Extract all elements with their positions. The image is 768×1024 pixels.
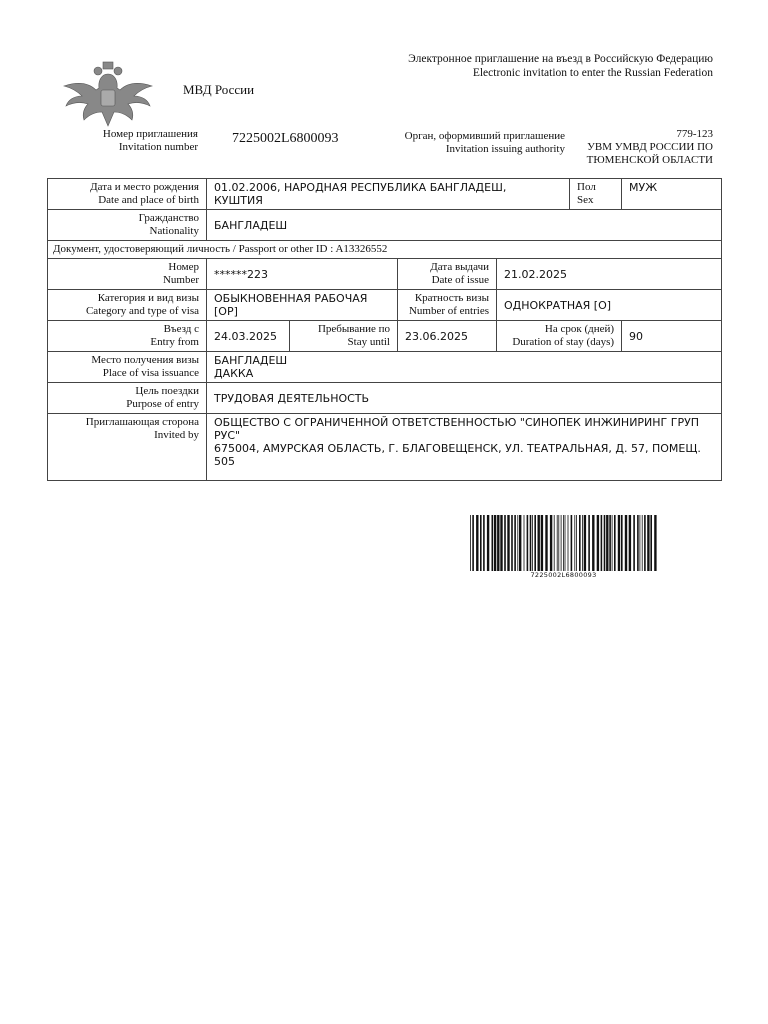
barcode-bar xyxy=(625,515,627,571)
barcode-bar xyxy=(492,515,494,571)
authority-code: 779-123 xyxy=(676,128,713,140)
place-label xyxy=(48,352,207,383)
barcode-bar xyxy=(637,515,639,571)
authority-name-line1: УВМ УМВД РОССИИ ПО xyxy=(587,141,713,153)
barcode-bar xyxy=(571,515,573,571)
barcode-bar xyxy=(654,515,656,571)
barcode-bar xyxy=(601,515,603,571)
place-label-ru: Место получения визы xyxy=(91,354,199,366)
invitation-number-label-en: Invitation number xyxy=(118,141,198,153)
invited-address: 675004, АМУРСКАЯ ОБЛАСТЬ, Г. БЛАГОВЕЩЕНСК, УЛ. ТЕАТРАЛЬНАЯ, Д. 57, ПОМЕЩ. 505 xyxy=(214,442,701,468)
barcode-bar xyxy=(588,515,590,571)
barcode-bar xyxy=(519,515,521,571)
barcode-bar xyxy=(497,515,499,571)
entry-label-ru: Въезд с xyxy=(163,323,199,335)
barcode-bar xyxy=(472,515,474,571)
invitation-number: 7225002L6800093 xyxy=(232,131,339,146)
row-nationality xyxy=(48,210,722,241)
row-document xyxy=(48,241,722,259)
row-purpose xyxy=(48,383,722,414)
duration-label-en: Duration of stay (days) xyxy=(512,336,615,348)
birth-value xyxy=(207,179,570,210)
purpose-label xyxy=(48,383,207,414)
row-entry xyxy=(48,321,722,352)
invited-label-ru: Приглашающая сторона xyxy=(85,416,199,428)
stay-value: 23.06.2025 xyxy=(398,321,497,352)
entries-label xyxy=(398,290,497,321)
barcode-bar xyxy=(644,515,646,571)
barcode-bar xyxy=(504,515,506,571)
barcode-bar xyxy=(647,515,649,571)
barcode-bar xyxy=(483,515,485,571)
row-invited xyxy=(48,414,722,481)
issue-label xyxy=(398,259,497,290)
birth-label xyxy=(48,179,207,210)
place-value-line1: БАНГЛАДЕШ xyxy=(214,354,288,367)
barcode-bar xyxy=(530,515,532,571)
barcode-number: 7225002L6800093 xyxy=(530,571,597,579)
invitation-form-table xyxy=(47,178,722,481)
nationality-label-en: Nationality xyxy=(149,225,199,237)
sex-label xyxy=(570,179,622,210)
entries-label-en: Number of entries xyxy=(408,305,489,317)
authority-name-line2: ТЮМЕНСКОЙ ОБЛАСТИ xyxy=(586,154,713,166)
barcode-bar xyxy=(582,515,583,571)
issue-label-ru: Дата выдачи xyxy=(430,261,489,273)
number-label xyxy=(48,259,207,290)
purpose-label-ru: Цель поездки xyxy=(135,385,199,397)
barcode-bar xyxy=(561,515,562,571)
barcode-bar xyxy=(557,515,558,571)
barcode-bar xyxy=(640,515,641,571)
number-label-ru: Номер xyxy=(168,261,199,273)
barcode-bar xyxy=(604,515,606,571)
birth-value-line1: 01.02.2006, НАРОДНАЯ РЕСПУБЛИКА БАНГЛАДЕШ, xyxy=(214,181,507,194)
issue-value: 21.02.2025 xyxy=(497,259,722,290)
sex-label-ru: Пол xyxy=(577,181,596,193)
category-label-ru: Категория и вид визы xyxy=(97,292,199,304)
nationality-label xyxy=(48,210,207,241)
barcode-bar xyxy=(579,515,581,571)
entries-label-ru: Кратность визы xyxy=(414,292,489,304)
invited-label xyxy=(48,414,207,481)
number-value: ******223 xyxy=(207,259,398,290)
purpose-value: ТРУДОВАЯ ДЕЯТЕЛЬНОСТЬ xyxy=(207,383,722,414)
barcode-bar xyxy=(618,515,620,571)
category-value-line1: ОБЫКНОВЕННАЯ РАБОЧАЯ xyxy=(214,292,368,305)
purpose-label-en: Purpose of entry xyxy=(126,398,199,410)
barcode-bar xyxy=(584,515,586,571)
invited-value-line1: ОБЩЕСТВО С ОГРАНИЧЕННОЙ ОТВЕТСТВЕННОСТЬЮ "СИНОПЕК ИНЖИНИРИНГ ГРУП xyxy=(214,416,700,429)
issue-label-en: Date of issue xyxy=(431,274,489,286)
barcode-bar xyxy=(629,515,631,571)
birth-label-ru: Дата и место рождения xyxy=(90,181,199,193)
barcode-bar xyxy=(541,515,543,571)
barcode-bar xyxy=(650,515,652,571)
barcode-bar xyxy=(494,515,496,571)
invited-label-en: Invited by xyxy=(154,429,199,441)
invited-value-line2: РУС" xyxy=(214,429,241,442)
stay-label xyxy=(290,321,398,352)
title-en: Electronic invitation to enter the Russian Federation xyxy=(472,67,713,79)
birth-value-line2: КУШТИЯ xyxy=(214,194,263,207)
barcode-bar xyxy=(606,515,608,571)
authority-label-ru: Орган, оформивший приглашение xyxy=(404,130,565,142)
barcode-bar xyxy=(476,515,478,571)
barcode-bar xyxy=(487,515,489,571)
emblem-icon xyxy=(58,60,158,130)
barcode-bar xyxy=(563,515,564,571)
authority-value xyxy=(587,128,713,167)
barcode-bar xyxy=(511,515,513,571)
document-line: Документ, удостоверяющий личность / Passport or other ID : A13326552 xyxy=(48,241,722,259)
barcode-bar xyxy=(576,515,577,571)
title-ru: Электронное приглашение на въезд в Российскую Федерацию xyxy=(408,53,713,65)
barcode-bar xyxy=(538,515,540,571)
barcode-bar xyxy=(527,515,529,571)
ministry-name: МВД России xyxy=(183,82,255,97)
duration-label xyxy=(497,321,622,352)
row-category xyxy=(48,290,722,321)
barcode-bar xyxy=(558,515,559,571)
barcode-bar xyxy=(554,515,555,571)
barcode-bar xyxy=(532,515,533,571)
barcode-icon xyxy=(470,515,657,571)
category-label-en: Category and type of visa xyxy=(85,305,199,317)
barcode-bar xyxy=(545,515,547,571)
barcode-bar xyxy=(470,515,471,571)
nationality-value: БАНГЛАДЕШ xyxy=(207,210,722,241)
row-birth xyxy=(48,179,722,210)
nationality-label-ru: Гражданство xyxy=(138,212,199,224)
barcode-bar xyxy=(574,515,575,571)
document-title xyxy=(408,52,713,80)
authority-label-en: Invitation issuing authority xyxy=(445,143,565,155)
category-value xyxy=(207,290,398,321)
duration-value: 90 xyxy=(622,321,722,352)
barcode-bar xyxy=(614,515,616,571)
invitation-number-label-ru: Номер приглашения xyxy=(102,128,198,140)
row-number xyxy=(48,259,722,290)
barcode-bar xyxy=(524,515,525,571)
barcode-bar xyxy=(534,515,536,571)
barcode-bar xyxy=(642,515,643,571)
barcode-bar xyxy=(507,515,509,571)
barcode-bar xyxy=(565,515,566,571)
barcode-bar xyxy=(597,515,599,571)
sex-value: МУЖ xyxy=(622,179,722,210)
barcode-bar xyxy=(480,515,482,571)
entries-value: ОДНОКРАТНАЯ [О] xyxy=(497,290,722,321)
barcode-bar xyxy=(592,515,594,571)
barcode-bar xyxy=(500,515,502,571)
row-place xyxy=(48,352,722,383)
entry-label xyxy=(48,321,207,352)
place-value-line2: ДАККА xyxy=(214,367,254,380)
stay-label-en: Stay until xyxy=(347,336,390,348)
barcode-bar xyxy=(621,515,623,571)
entry-label-en: Entry from xyxy=(150,336,199,348)
place-label-en: Place of visa issuance xyxy=(102,367,199,379)
number-label-en: Number xyxy=(162,274,199,286)
barcode-bar xyxy=(612,515,613,571)
category-label xyxy=(48,290,207,321)
duration-label-ru: На срок (дней) xyxy=(544,323,615,335)
barcode-bar xyxy=(514,515,516,571)
barcode-bar xyxy=(609,515,611,571)
stay-label-ru: Пребывание по xyxy=(317,323,390,335)
birth-label-en: Date and place of birth xyxy=(98,194,199,206)
barcode-bar xyxy=(550,515,552,571)
authority-label xyxy=(375,130,565,156)
barcode-bar xyxy=(633,515,635,571)
category-value-line2: [ОР] xyxy=(214,305,238,318)
place-value xyxy=(207,352,722,383)
sex-label-en: Sex xyxy=(577,194,594,206)
barcode-bar xyxy=(517,515,518,571)
invitation-number-label xyxy=(103,128,198,154)
invited-value xyxy=(207,414,722,481)
barcode-bar xyxy=(568,515,569,571)
entry-value: 24.03.2025 xyxy=(207,321,290,352)
